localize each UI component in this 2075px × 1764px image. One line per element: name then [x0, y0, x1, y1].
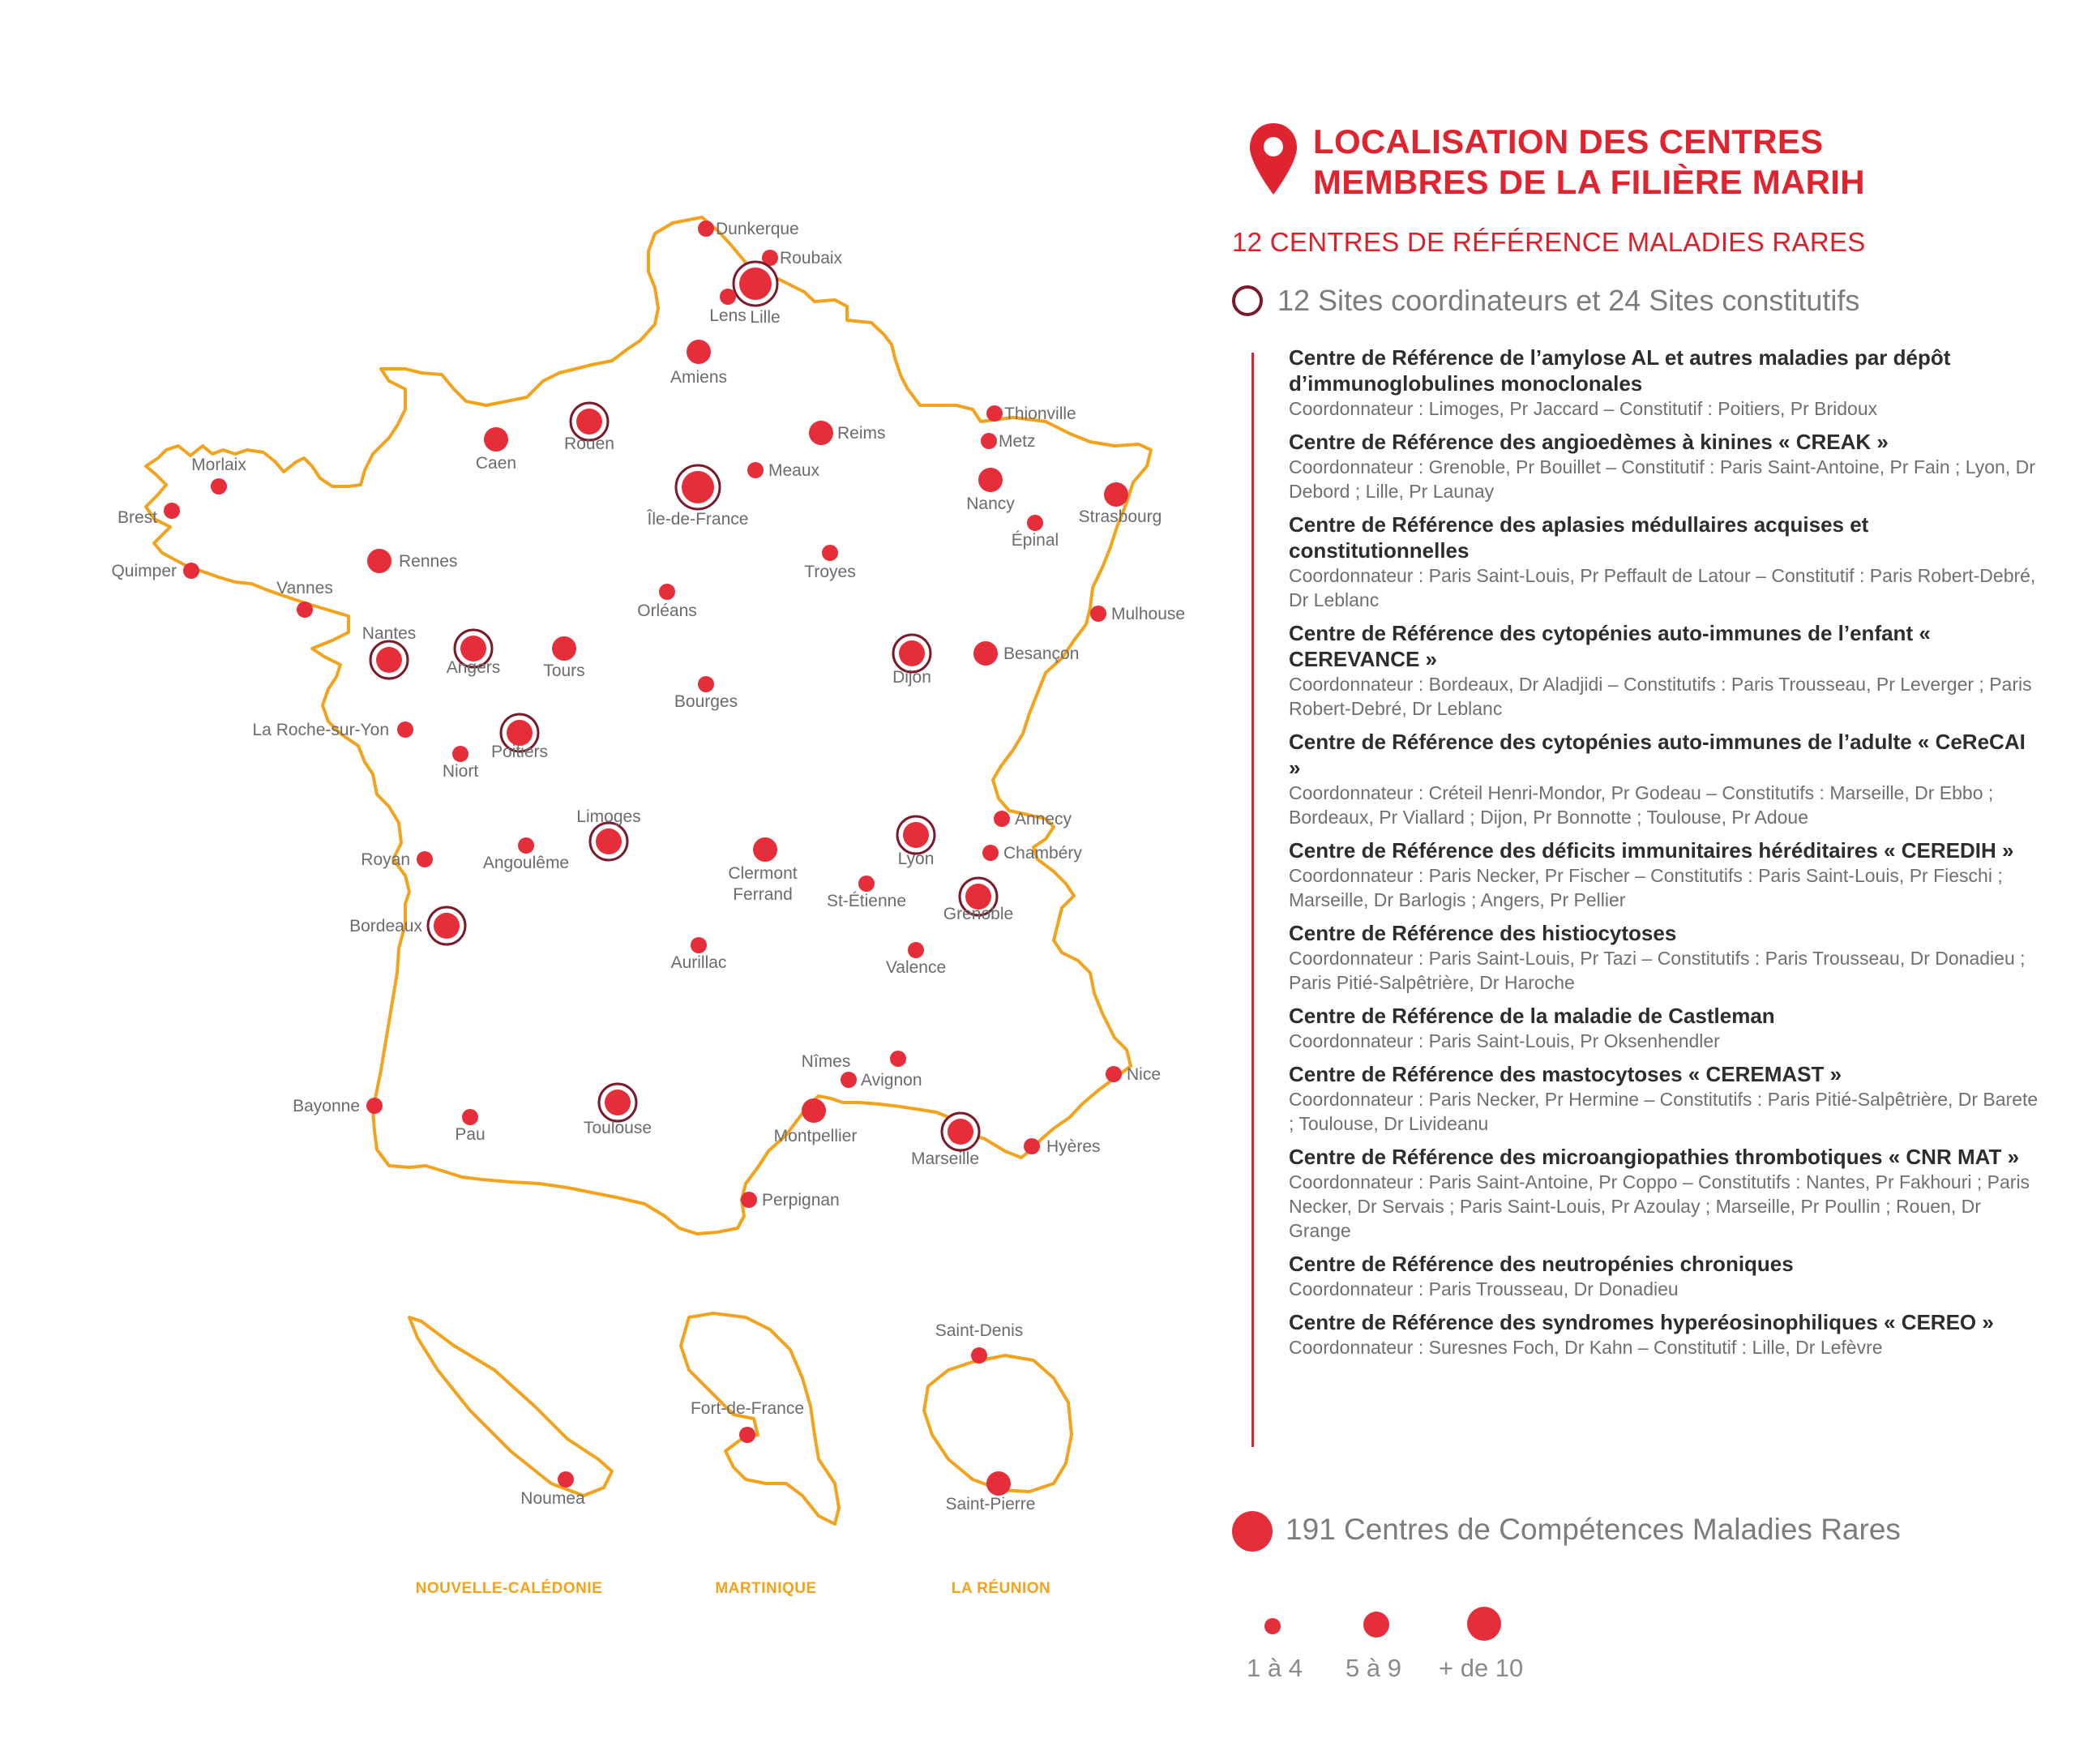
size-dot-medium [1363, 1612, 1389, 1638]
city-label-brest: Brest [117, 508, 157, 527]
city-dot [908, 942, 924, 958]
center-item [1289, 512, 2043, 612]
coord-label: Sites coordinateurs et [1318, 284, 1601, 317]
city-marker-royan [361, 850, 433, 869]
city-label-valence: Valence [885, 958, 947, 977]
city-dot [484, 427, 508, 452]
city-label-la-roche-sur-yon: La Roche-sur-Yon [252, 721, 389, 739]
city-label-hyeres: Hyères [1046, 1137, 1101, 1156]
city-label-besancon: Besançon [1003, 644, 1080, 663]
city-marker-chambery [982, 844, 1082, 863]
nouvelle-caledonie-outline [409, 1317, 612, 1496]
city-marker-quimper [111, 562, 199, 580]
city-dot [994, 811, 1010, 827]
city-marker-clermont-ferrand [728, 837, 797, 904]
center-item [1289, 345, 2043, 421]
city-dot [366, 1098, 383, 1114]
size-label-small: 1 à 4 [1247, 1654, 1303, 1682]
city-marker-montpellier [774, 1098, 858, 1145]
city-marker-bayonne [293, 1097, 383, 1115]
city-dot [747, 462, 764, 478]
size-legend [1232, 1589, 1597, 1682]
size-label-large: + de 10 [1439, 1654, 1524, 1682]
city-label-dunkerque: Dunkerque [716, 220, 799, 238]
city-dot [809, 421, 833, 445]
city-label-quimper: Quimper [111, 562, 177, 580]
city-marker-nice [1106, 1065, 1161, 1084]
city-dot [1024, 1138, 1040, 1154]
city-label-vannes: Vannes [276, 579, 333, 597]
city-label-marseille: Marseille [910, 1150, 980, 1168]
city-marker-caen [476, 427, 516, 473]
city-label-metz: Metz [999, 432, 1036, 451]
city-label-mulhouse: Mulhouse [1111, 605, 1186, 623]
city-label-morlaix: Morlaix [191, 456, 246, 474]
city-dot [183, 563, 199, 579]
city-label-angouleme: Angoulême [482, 854, 570, 872]
city-dot [978, 468, 1003, 492]
center-name: Centre de Référence des cytopénies auto-immunes de l’enfant « CEREVANCE » [1289, 621, 1931, 671]
city-marker-niort [443, 746, 479, 781]
ccmr-dot-icon [1232, 1511, 1273, 1552]
size-label-medium: 5 à 9 [1346, 1654, 1401, 1682]
city-label-royan: Royan [361, 850, 410, 869]
territory-label-la-reunion: LA RÉUNION [951, 1580, 1051, 1597]
city-marker-avignon [861, 1051, 922, 1090]
center-item [1289, 1144, 2043, 1243]
city-label-st-etienne: St-Étienne [826, 892, 907, 910]
title-line-2: MEMBRES DE LA FILIÈRE MARIH [1313, 163, 1865, 201]
city-marker-marseille [911, 1113, 979, 1168]
city-marker-limoges [576, 807, 640, 860]
center-name: Centre de Référence des angioedèmes à kinines « CREAK » [1289, 430, 1889, 454]
city-dot [552, 636, 576, 661]
city-label-thionville: Thionville [1004, 405, 1076, 423]
center-item [1289, 729, 2043, 829]
center-coordinators: Coordonnateur : Paris Saint-Louis, Pr Peffault de Latour – Constitutif : Paris Robert-Debré, Dr Leblanc [1289, 565, 2036, 610]
center-coordinators: Coordonnateur : Paris Saint-Louis, Pr Tazi – Constitutifs : Paris Trousseau, Dr Donadieu ; Paris Pitié-Salpêtrière, Dr Haroche [1289, 948, 2026, 993]
city-marker-toulouse [584, 1084, 652, 1137]
city-marker-fort-de-france [691, 1399, 804, 1443]
city-marker-angouleme [483, 837, 569, 872]
center-coordinators: Coordonnateur : Créteil Henri-Mondor, Pr Godeau – Constitutifs : Marseille, Dr Ebbo ; Bordeaux, Pr Viallard ; Dijon, Pr Bonnotte ; Toulouse, Pr Adoue [1289, 782, 1994, 828]
city-marker-nancy [966, 468, 1015, 513]
legend-panel [1232, 122, 2043, 1682]
city-dot [596, 828, 622, 854]
center-name: Centre de Référence des cytopénies auto-immunes de l’adulte « CeReCAI » [1289, 730, 2026, 780]
city-marker-noumea [520, 1471, 585, 1508]
city-dot [1090, 606, 1106, 622]
city-marker-lyon [897, 816, 935, 868]
city-dot [1106, 1066, 1122, 1082]
center-coordinators: Coordonnateur : Paris Trousseau, Dr Donadieu [1289, 1278, 1679, 1299]
size-dot-large [1467, 1607, 1501, 1641]
city-marker-annecy [994, 810, 1072, 828]
city-label-nimes: Nîmes [801, 1052, 851, 1071]
city-label-lyon: Lyon [897, 850, 935, 868]
city-dot [982, 845, 999, 861]
size-dot-small [1264, 1618, 1281, 1634]
city-dot [890, 1051, 906, 1067]
city-dot [376, 647, 402, 673]
map-pin-icon [1248, 122, 1298, 196]
city-marker-ile-de-france [647, 465, 749, 529]
center-item [1289, 920, 2043, 995]
city-marker-strasbourg [1079, 482, 1162, 526]
city-marker-roubaix [762, 249, 843, 268]
center-coordinators: Coordonnateur : Grenoble, Pr Bouillet – Constitutif : Paris Saint-Antoine, Pr Fain ; Lyon, Dr Debord ; Lille, Pr Launay [1289, 456, 2035, 502]
city-label-troyes: Troyes [804, 563, 856, 581]
coord-count: 12 [1277, 284, 1311, 317]
city-marker-reims [809, 421, 886, 445]
city-dot [367, 549, 391, 573]
city-dot [739, 268, 772, 300]
city-dot [948, 1119, 973, 1145]
city-label-saint-denis: Saint-Denis [935, 1321, 1024, 1340]
city-marker-valence [886, 942, 946, 977]
city-marker-dunkerque [698, 220, 799, 238]
city-label-bordeaux: Bordeaux [349, 917, 422, 936]
city-label-caen: Caen [475, 454, 517, 473]
city-label-lille: Lille [750, 308, 781, 327]
crmr-heading: 12 CENTRES DE RÉFÉRENCE MALADIES RARES [1232, 227, 1866, 257]
center-coordinators: Coordonnateur : Paris Necker, Pr Fischer – Constitutifs : Paris Saint-Louis, Pr Fieschi ; Marseille, Dr Barlogis ; Angers, Pr Pellier [1289, 865, 2003, 910]
city-label-chambery: Chambéry [1003, 844, 1082, 863]
city-marker-grenoble [943, 878, 1013, 923]
city-label-nice: Nice [1127, 1065, 1162, 1084]
divider-line [1251, 353, 1254, 1447]
city-dot [297, 602, 313, 618]
city-label-rouen: Rouen [564, 435, 614, 453]
center-coordinators: Coordonnateur : Paris Saint-Louis, Pr Oksenhendler [1289, 1030, 1720, 1051]
city-marker-tours [543, 636, 584, 680]
city-marker-bourges [674, 676, 738, 711]
center-item [1289, 1309, 2043, 1359]
page-title [1313, 122, 1865, 203]
city-dot [518, 837, 534, 854]
sites-text [1277, 284, 1868, 318]
city-label-aurillac: Aurillac [670, 953, 727, 972]
city-label-pau: Pau [455, 1125, 486, 1144]
city-dot [739, 1427, 755, 1443]
city-dot [1104, 482, 1128, 507]
city-dot [981, 433, 997, 449]
city-marker-nimes [802, 1052, 857, 1088]
city-marker-aurillac [671, 937, 727, 972]
city-marker-st-etienne [827, 876, 906, 910]
city-label-lens: Lens [709, 306, 747, 325]
center-name: Centre de Référence des aplasies médullaires acquises et constitutionnelles [1289, 512, 1869, 563]
center-item [1289, 837, 2043, 912]
centers-list [1289, 345, 2043, 1368]
city-marker-pau [455, 1109, 485, 1144]
city-dot [903, 822, 929, 848]
city-label-clermont-ferrand: Clermont Ferrand [728, 864, 798, 904]
city-dot [682, 471, 714, 503]
city-dot [741, 1192, 757, 1208]
city-label-saint-pierre: Saint-Pierre [945, 1495, 1036, 1514]
center-name: Centre de Référence de la maladie de Castleman [1289, 1004, 1775, 1028]
territory-label-martinique: MARTINIQUE [715, 1580, 817, 1597]
city-marker-poitiers [491, 714, 548, 761]
center-item [1289, 429, 2043, 503]
city-label-perpignan: Perpignan [762, 1191, 840, 1210]
city-marker-angers [447, 630, 501, 677]
city-marker-orleans [637, 584, 697, 620]
city-dot [698, 676, 714, 692]
city-marker-troyes [804, 545, 855, 581]
title-line-1: LOCALISATION DES CENTRES [1313, 122, 1824, 161]
city-label-amiens: Amiens [670, 368, 728, 387]
city-label-poitiers: Poitiers [490, 743, 549, 761]
city-dot [986, 1471, 1011, 1496]
city-marker-rouen [564, 403, 614, 453]
ccmr-label: 191 Centres de Compétences Maladies Rares [1286, 1513, 1901, 1546]
city-label-grenoble: Grenoble [943, 905, 1014, 923]
city-label-avignon: Avignon [861, 1071, 922, 1090]
city-dot [605, 1090, 631, 1115]
city-dot [858, 876, 875, 892]
center-item [1289, 1061, 2043, 1136]
center-name: Centre de Référence des histiocytoses [1289, 921, 1677, 945]
city-dot [899, 640, 925, 666]
city-label-angers: Angers [446, 658, 501, 677]
city-dot [971, 1347, 987, 1364]
center-coordinators: Coordonnateur : Paris Saint-Antoine, Pr Coppo – Constitutifs : Nantes, Pr Fakhouri ; Paris Necker, Dr Servais ; Paris Saint-Louis, Pr Azoulay ; Marseille, Pr Poullin ; Rouen, Dr Grange [1289, 1171, 2030, 1241]
center-item [1289, 620, 2043, 721]
city-label-strasbourg: Strasbourg [1078, 507, 1162, 526]
center-name: Centre de Référence des mastocytoses « CEREMAST » [1289, 1062, 1842, 1086]
const-count: 24 [1608, 284, 1641, 317]
city-marker-amiens [670, 340, 727, 387]
city-label-reims: Reims [837, 424, 886, 443]
city-dot [576, 409, 602, 435]
city-marker-morlaix [191, 456, 246, 495]
city-marker-epinal [1012, 515, 1059, 550]
city-dot [1027, 515, 1043, 531]
city-label-dijon: Dijon [892, 668, 931, 687]
city-label-tours: Tours [543, 662, 585, 680]
city-marker-la-roche-sur-yon [253, 721, 414, 739]
center-name: Centre de Référence des microangiopathies thrombotiques « CNR MAT » [1289, 1145, 2020, 1169]
city-dot [462, 1109, 478, 1125]
city-marker-besancon [973, 641, 1079, 666]
center-item [1289, 1251, 2043, 1301]
city-dot [822, 545, 838, 561]
city-label-fort-de-france: Fort-de-France [690, 1399, 805, 1418]
city-dot [691, 937, 707, 953]
center-coordinators: Coordonnateur : Limoges, Pr Jaccard – Constitutif : Poitiers, Pr Bridoux [1289, 398, 1878, 419]
center-coordinators: Coordonnateur : Bordeaux, Dr Aladjidi – Constitutifs : Paris Trousseau, Pr Leverger ; Paris Robert-Debré, Dr Leblanc [1289, 674, 2032, 719]
city-dot [659, 584, 675, 600]
martinique-outline [681, 1313, 839, 1524]
center-name: Centre de Référence des déficits immunitaires héréditaires « CEREDIH » [1289, 838, 2014, 863]
city-dot [164, 503, 180, 519]
city-label-rennes: Rennes [399, 552, 458, 571]
city-dot [802, 1098, 826, 1123]
city-dot [417, 851, 433, 867]
city-marker-perpignan [741, 1191, 840, 1210]
city-label-nancy: Nancy [966, 495, 1015, 513]
city-dot [452, 746, 468, 762]
city-marker-vannes [276, 579, 333, 618]
city-label-noumea: Noumea [520, 1489, 585, 1508]
city-label-orleans: Orléans [637, 602, 697, 620]
city-dot [973, 641, 998, 666]
city-label-ile-de-france: Île-de-France [647, 510, 749, 529]
coordinator-ring-icon [1232, 285, 1263, 316]
center-name: Centre de Référence de l’amylose AL et autres maladies par dépôt d’immunoglobulines monoclonales [1289, 345, 1951, 396]
city-marker-rennes [367, 549, 457, 573]
city-marker-meaux [747, 461, 820, 480]
center-item [1289, 1003, 2043, 1053]
city-dot [558, 1471, 574, 1488]
city-marker-metz [981, 432, 1036, 451]
city-label-toulouse: Toulouse [583, 1119, 652, 1137]
city-label-limoges: Limoges [576, 807, 641, 826]
city-marker-bordeaux [349, 907, 465, 944]
territory-label-nouvelle-caledonie: NOUVELLE-CALÉDONIE [415, 1580, 603, 1597]
center-name: Centre de Référence des neutropénies chroniques [1289, 1252, 1794, 1276]
center-coordinators: Coordonnateur : Suresnes Foch, Dr Kahn – Constitutif : Lille, Dr Lefèvre [1289, 1337, 1883, 1358]
city-marker-hyeres [1024, 1137, 1101, 1156]
city-marker-mulhouse [1090, 605, 1185, 623]
corsica-outline [1159, 1127, 1192, 1208]
city-dot [698, 220, 714, 237]
city-label-roubaix: Roubaix [780, 249, 843, 268]
city-marker-dijon [892, 635, 931, 687]
la-reunion-outline [924, 1355, 1072, 1492]
city-label-niort: Niort [442, 762, 479, 781]
city-dot [986, 405, 1003, 422]
city-label-bourges: Bourges [674, 692, 738, 711]
center-coordinators: Coordonnateur : Paris Necker, Pr Hermine – Constitutifs : Paris Pitié-Salpêtrière, Dr Barete ; Toulouse, Dr Livideanu [1289, 1089, 2039, 1134]
city-dot [841, 1072, 857, 1088]
title-row [1232, 122, 2043, 211]
city-dot [687, 340, 711, 364]
center-name: Centre de Référence des syndromes hyperéosinophiliques « CEREO » [1289, 1310, 1994, 1334]
city-dot [397, 721, 413, 738]
const-label: Sites constitutifs [1649, 284, 1860, 317]
city-dot [211, 478, 227, 495]
city-dot [720, 289, 736, 305]
city-marker-brest [118, 503, 180, 527]
city-label-nantes: Nantes [362, 624, 417, 643]
city-label-meaux: Meaux [768, 461, 820, 480]
city-label-montpellier: Montpellier [773, 1127, 858, 1145]
city-dot [753, 837, 777, 862]
city-label-epinal: Épinal [1011, 531, 1059, 550]
city-label-annecy: Annecy [1015, 810, 1072, 828]
city-label-bayonne: Bayonne [293, 1097, 360, 1115]
city-marker-nantes [362, 624, 417, 679]
city-dot [434, 913, 460, 939]
